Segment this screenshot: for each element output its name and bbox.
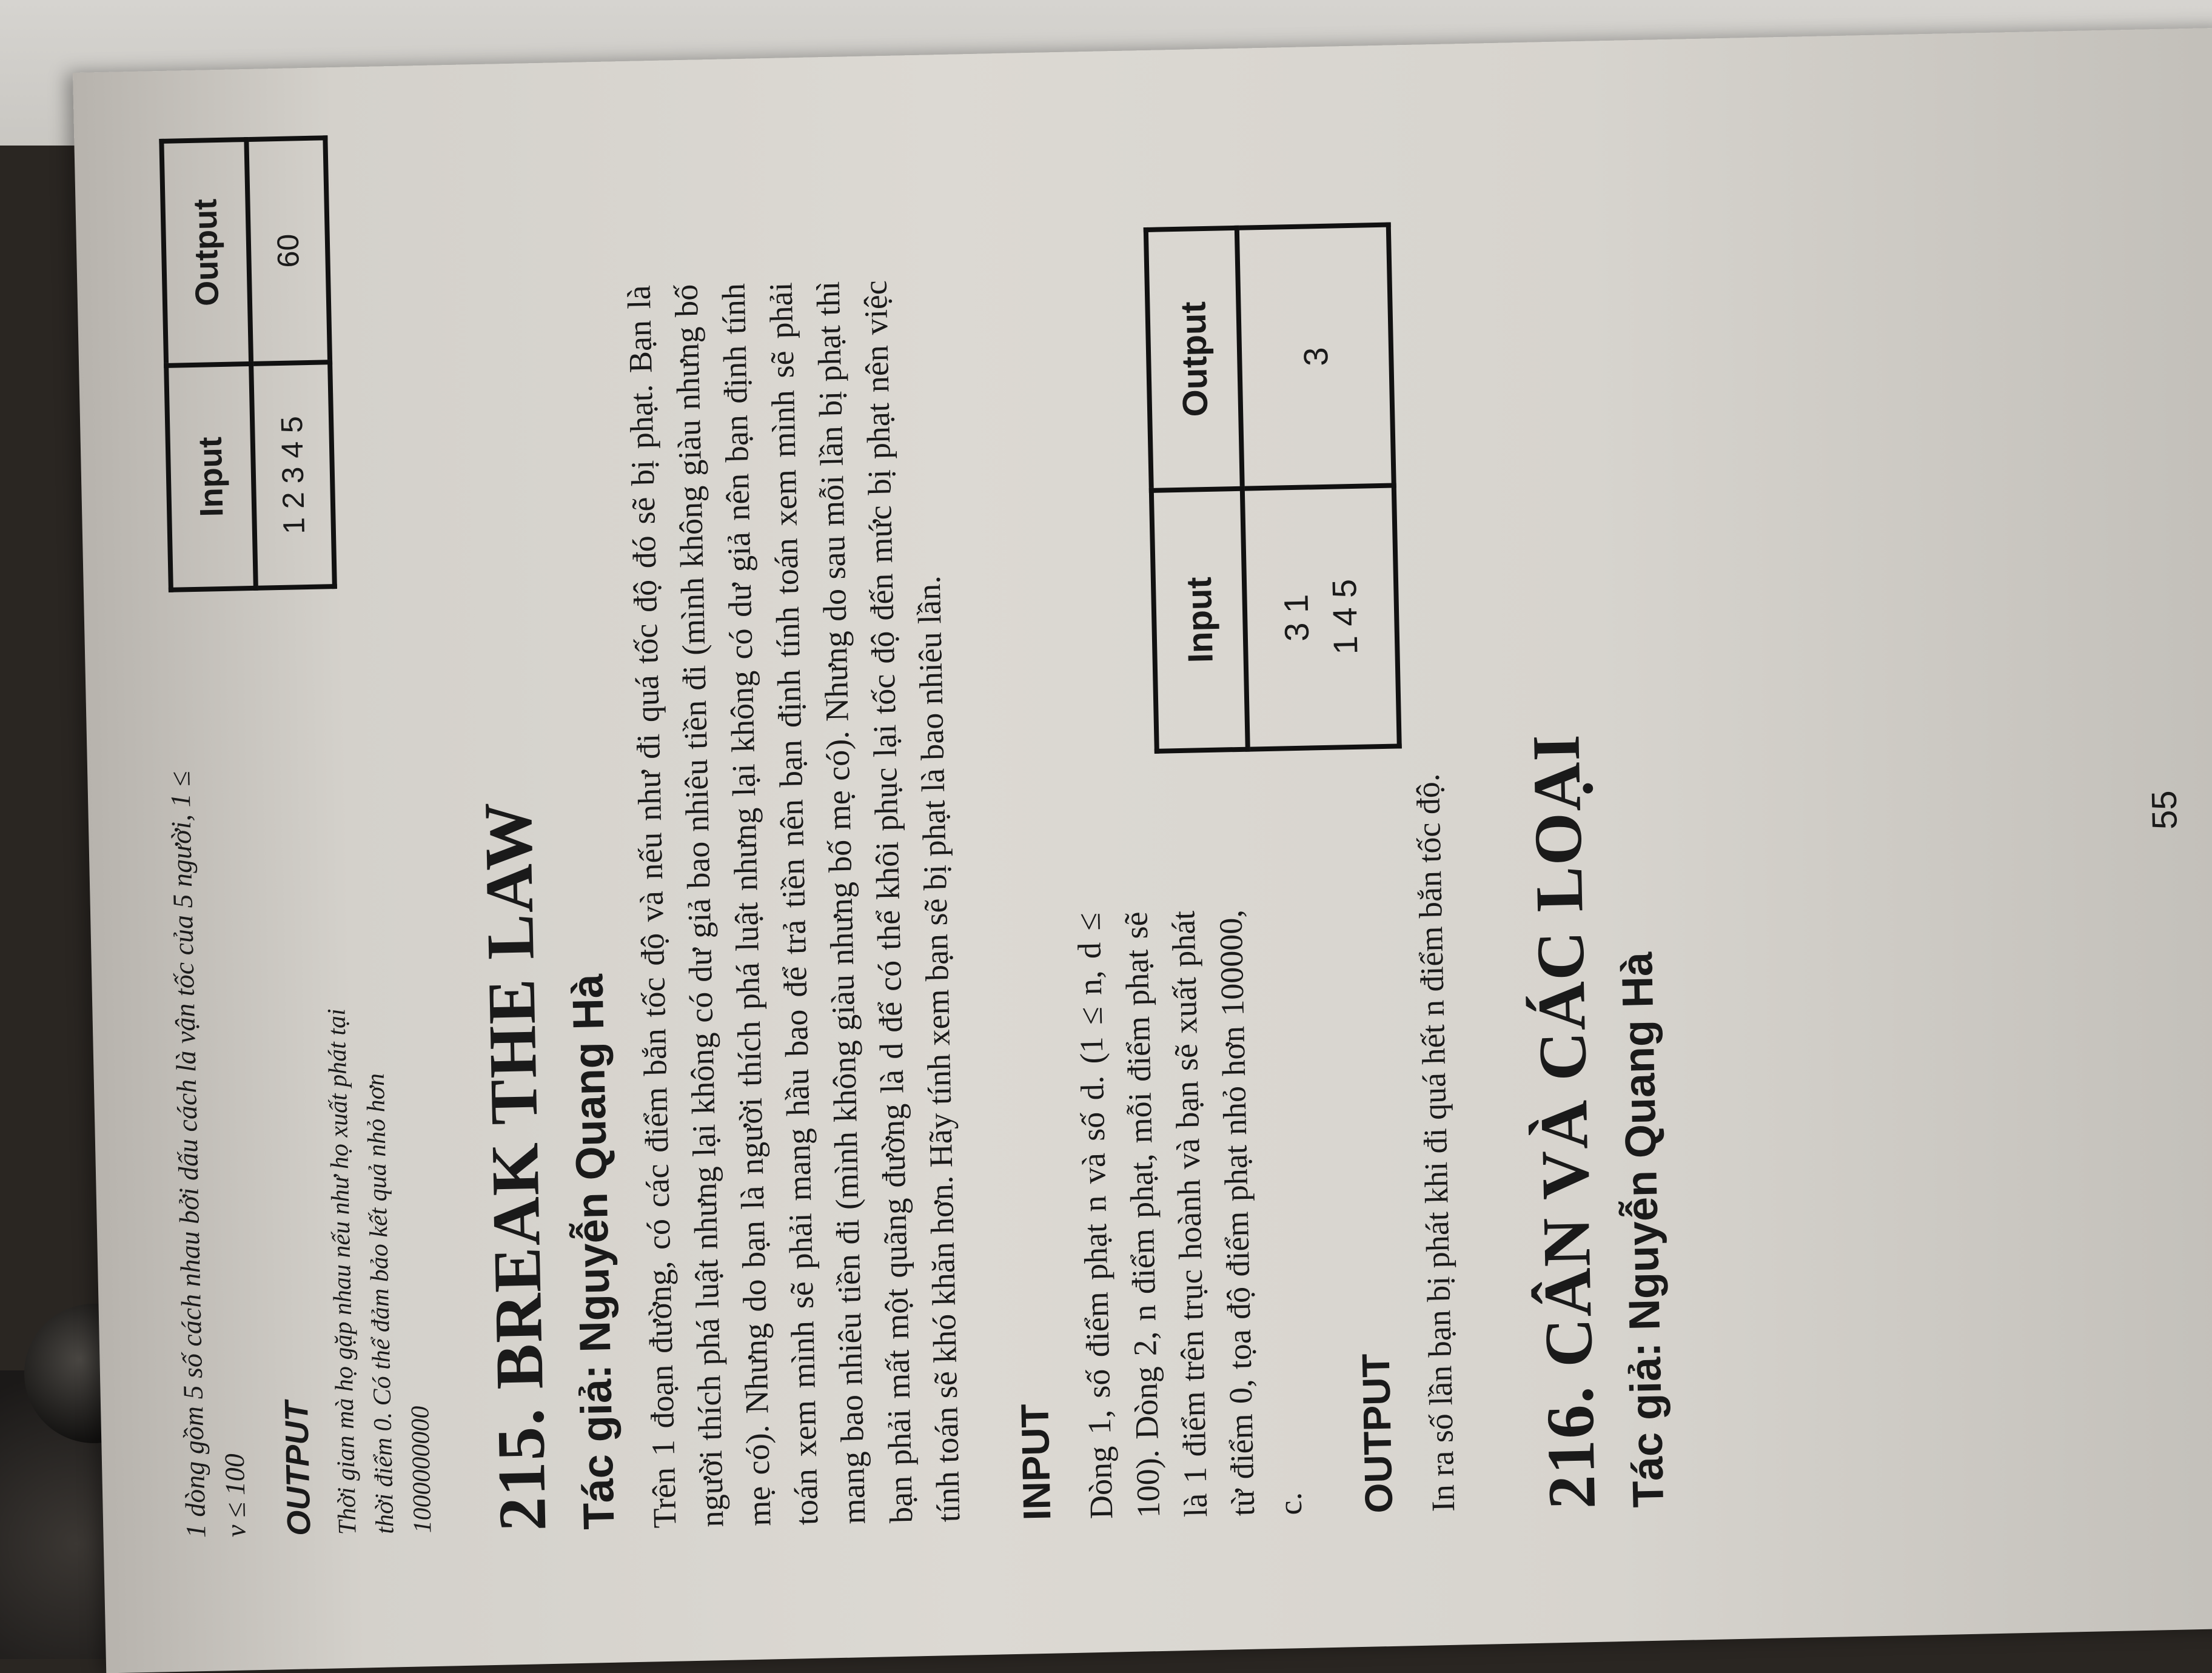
prev-table-input-value: 1 2 3 4 5	[251, 362, 335, 588]
problem-215-input-heading: INPUT	[1013, 1403, 1059, 1521]
prev-output-text: Thời gian mà họ gặp nhau nếu như họ xuất phát tại thời điểm 0. Có thể đảm bảo kết quả nhỏ hơn 1000000000	[323, 1008, 437, 1535]
prev-table-output-header: Output	[161, 139, 251, 366]
prev-table-input-header: Input	[166, 364, 256, 590]
prev-sample-table	[159, 135, 337, 592]
p215-input-line-2: 1 4 5	[1324, 578, 1365, 655]
prev-input-line-2: v ≤ 100	[218, 1453, 252, 1538]
p215-table-output-value: 3	[1237, 225, 1394, 489]
problem-215-title: 215. BREAK THE LAW	[470, 800, 561, 1532]
prev-table-output-value: 60	[246, 138, 330, 364]
p215-table-input-header: Input	[1151, 489, 1248, 751]
text-column	[124, 173, 1691, 1539]
problem-216-title: 216. CÂN VÀ CÁC LOẠI	[1518, 733, 1610, 1510]
prev-input-line-1: 1 dòng gồm 5 số cách nhau bởi dấu cách là vận tốc của 5 người, 1 ≤	[164, 771, 212, 1538]
page-number: 55	[2144, 790, 2185, 830]
problem-215-input-text: Dòng 1, số điểm phạt n và số d. (1 ≤ n, d ≤ 100). Dòng 2, n điểm phạt, mỗi điểm phạt sẽ là 1 điểm trên trục hoành và bạn sẽ xuất phát từ điểm 0, tọa độ điểm phạt nhỏ hơn 100000, c.	[1070, 909, 1309, 1520]
problem-215-description: Trên 1 đoạn đường, có các điểm bắn tốc độ và nếu như đi quá tốc độ đó sẽ bị phạt. Bạn là người thích phá luật nhưng lại không có dư giả bao nhiêu tiền đi (mình không giàu nhưng bố mẹ có). Nhưng do bạn là người thích phá luật nhưng lại không có dư giả nên bạn định tính toán xem mình sẽ phải mang hầu bao để trả tiền nên bạn định tính toán xem mình sẽ phải mang bao nhiêu tiền đi (mình không giàu nhưng bố mẹ có). Nhưng do sau mỗi lần bị phạt thì bạn phải mất một quãng đường là d để có thể khôi phục lại tốc độ đến mức bị phạt nên việc tính toán sẽ khó khăn hơn. Hãy tính xem bạn sẽ bị phạt là bao nhiêu lần.	[620, 280, 967, 1529]
problem-215-sample-table	[1144, 223, 1402, 754]
problem-215-output-text: In ra số lần bạn bị phát khi đi quá hết n điểm bắn tốc độ.	[1409, 773, 1462, 1512]
p215-table-output-header: Output	[1146, 228, 1242, 491]
prev-output-heading: OUTPUT	[278, 1401, 318, 1537]
problem-215-output-heading: OUTPUT	[1353, 1353, 1401, 1514]
problem-215-author: Tác giả: Nguyễn Quang Hà	[563, 973, 624, 1531]
book-page	[73, 27, 2212, 1673]
rotated-text-frame	[122, 78, 2185, 1624]
problem-216-author: Tác giả: Nguyễn Quang Hà	[1612, 951, 1674, 1508]
p215-table-input-value	[1242, 486, 1399, 749]
p215-input-line-1: 3 1	[1276, 594, 1316, 642]
